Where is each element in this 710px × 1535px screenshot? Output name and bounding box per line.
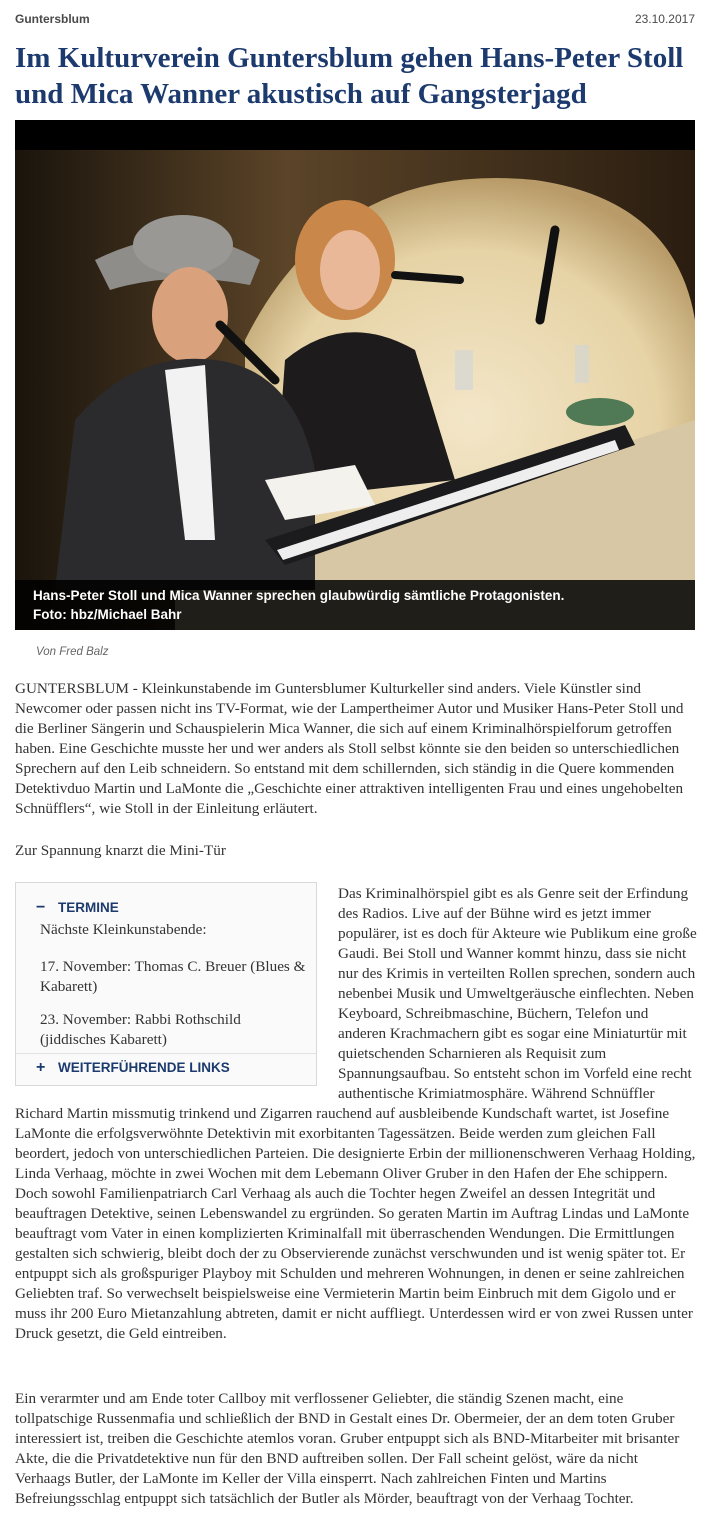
termine-event: 23. November: Rabbi Rothschild (jiddisches Kabarett) xyxy=(40,1011,241,1048)
article-headline: Im Kulturverein Guntersblum gehen Hans-Peter Stoll und Mica Wanner akustisch auf Gangsterjagd xyxy=(15,42,684,110)
article-photo[interactable] xyxy=(15,120,695,630)
links-toggle[interactable] xyxy=(36,1059,230,1077)
termine-toggle[interactable] xyxy=(36,899,119,917)
links-label: WEITERFÜHRENDE LINKS xyxy=(58,1060,230,1075)
author-byline: Von Fred Balz xyxy=(36,646,109,658)
caption-text: Hans-Peter Stoll und Mica Wanner sprechen glaubwürdig sämtliche Protagonisten. xyxy=(33,588,565,603)
article-body-text: Das Kriminalhörspiel gibt es als Genre seit der Erfindung des Radios. Live auf der Bühne wird es jetzt immer populärer, ist es doch für Akteure wie Publikum eine große Gaudi. Bei Stoll und Wanner kommt hinzu, dass sie nicht nur des Krimis in verteilten Rollen sprechen, sondern auch nebenbei Musik und Umweltgeräusche einflechten. Neben Keyboard, Schreibmaschine, Büchern, Telefon und anderen Krachmachern gibt es sogar eine Miniaturtür mit quietschenden Scharnieren als Requisit zum Spannungsaufbau. So entsteht schon im Vorfeld eine recht authentische Krimiatmosphäre. Während Schnüffler Richard Martin missmutig trinkend und Zigarren rauchend auf ausbleibende Kundschaft wartet, ist Josefine LaMonte die erfolgsverwöhnte Detektivin mit exorbitanten Tagessätzen. Beide werden zum gleichen Fall beordert, jedoch von unterschiedlichen Parteien. Die designierte Erbin der millionenschweren Verhaag Holding, Linda Verhaag, möchte in zwei Wochen mit dem Lebemann Oliver Gruber in den Hafen der Ehe schippern. Doch sowohl Familienpatriarch Carl Verhaag als auch die Tochter hegen Zweifel an dessen Integrität und beauftragen Detektive, seinen Lebenswandel zu ergründen. So geraten Martin im Auftrag Lindas und LaMonte beauftragt vom Vater in einen komplizierten Kriminalfall mit überraschenden Wendungen. Die Ermittlungen gestalten sich schwierig, bleibt doch der zu Observierende zunächst verschwunden und ist wenig später tot. Er entpuppt sich als großspuriger Playboy mit Schulden und mehreren Wohnungen, in denen er seine zahlreichen Geliebten traf. So verwechselt beispielsweise eine Vermieterin Martin beim Einbruch mit dem Gigolo und er muss ihr 200 Euro Mietanzahlung abtreten, damit er nicht auffliegt. Unterdessen wird er von zwei Russen unter Druck gesetzt, die Geld eintreiben. xyxy=(15,885,697,1342)
publish-date: 23.10.2017 xyxy=(634,12,695,26)
article-subheading: Zur Spannung knarzt die Mini-Tür xyxy=(15,842,226,859)
termine-intro: Nächste Kleinkunstabende: xyxy=(40,921,207,938)
expand-icon: + xyxy=(36,1059,46,1076)
location-label: Guntersblum xyxy=(15,12,90,26)
collapse-icon: − xyxy=(36,899,46,916)
photo-illustration xyxy=(15,120,695,630)
article-closing: Ein verarmter und am Ende toter Callboy mit verflossener Geliebter, die ständig Szenen macht, eine tollpatschige Russenmafia und schließlich der BND in Gestalt eines Dr. Obermeier, der an dem toten Gruber interessiert ist, treiben die Geschichte atemlos voran. Gruber entpuppt sich als BND-Mitarbeiter mit brisanter Akte, die die Privatdetektive nun für den BND auftreiben sollen. Der Fall scheint gelöst, wäre da nicht Verhaags Butler, der LaMonte im Keller der Villa einsperrt. Nach zahlreichen Finten und Martins Befreiungsschlag entpuppt sich tatsächlich der Butler als Mörder, beauftragt von der Verhaag Tochter. xyxy=(15,1390,680,1507)
termine-label: TERMINE xyxy=(58,900,119,915)
article-intro: GUNTERSBLUM - Kleinkunstabende im Guntersblumer Kulturkeller sind anders. Viele Künstler sind Newcomer oder passen nicht ins TV-Format, wie der Lampertheimer Autor und Musiker Hans-Peter Stoll und die Berliner Sängerin und Schauspielerin Mica Wanner, die sich auf einem Kriminalhörspielforum getroffen haben. Eine Geschichte musste her und wer anders als Stoll selbst könnte sie den beiden so unterschiedlichen Sprechern auf den Leib schneidern. So entstand mit dem schillernden, sich ständig in die Quere kommenden Detektivduo Martin und LaMonte die „Geschichte einer attraktiven intelligenten Frau und eines ungehobelten Schnüfflers“, wie Stoll in der Einleitung erläutert. xyxy=(15,680,684,817)
photo-caption xyxy=(33,586,683,624)
photo-credit: Foto: hbz/Michael Bahr xyxy=(33,607,182,622)
info-box xyxy=(15,882,317,1086)
article-meta-bar xyxy=(15,12,695,30)
divider xyxy=(16,1053,316,1054)
termine-event: 17. November: Thomas C. Breuer (Blues & Kabarett) xyxy=(40,958,306,995)
